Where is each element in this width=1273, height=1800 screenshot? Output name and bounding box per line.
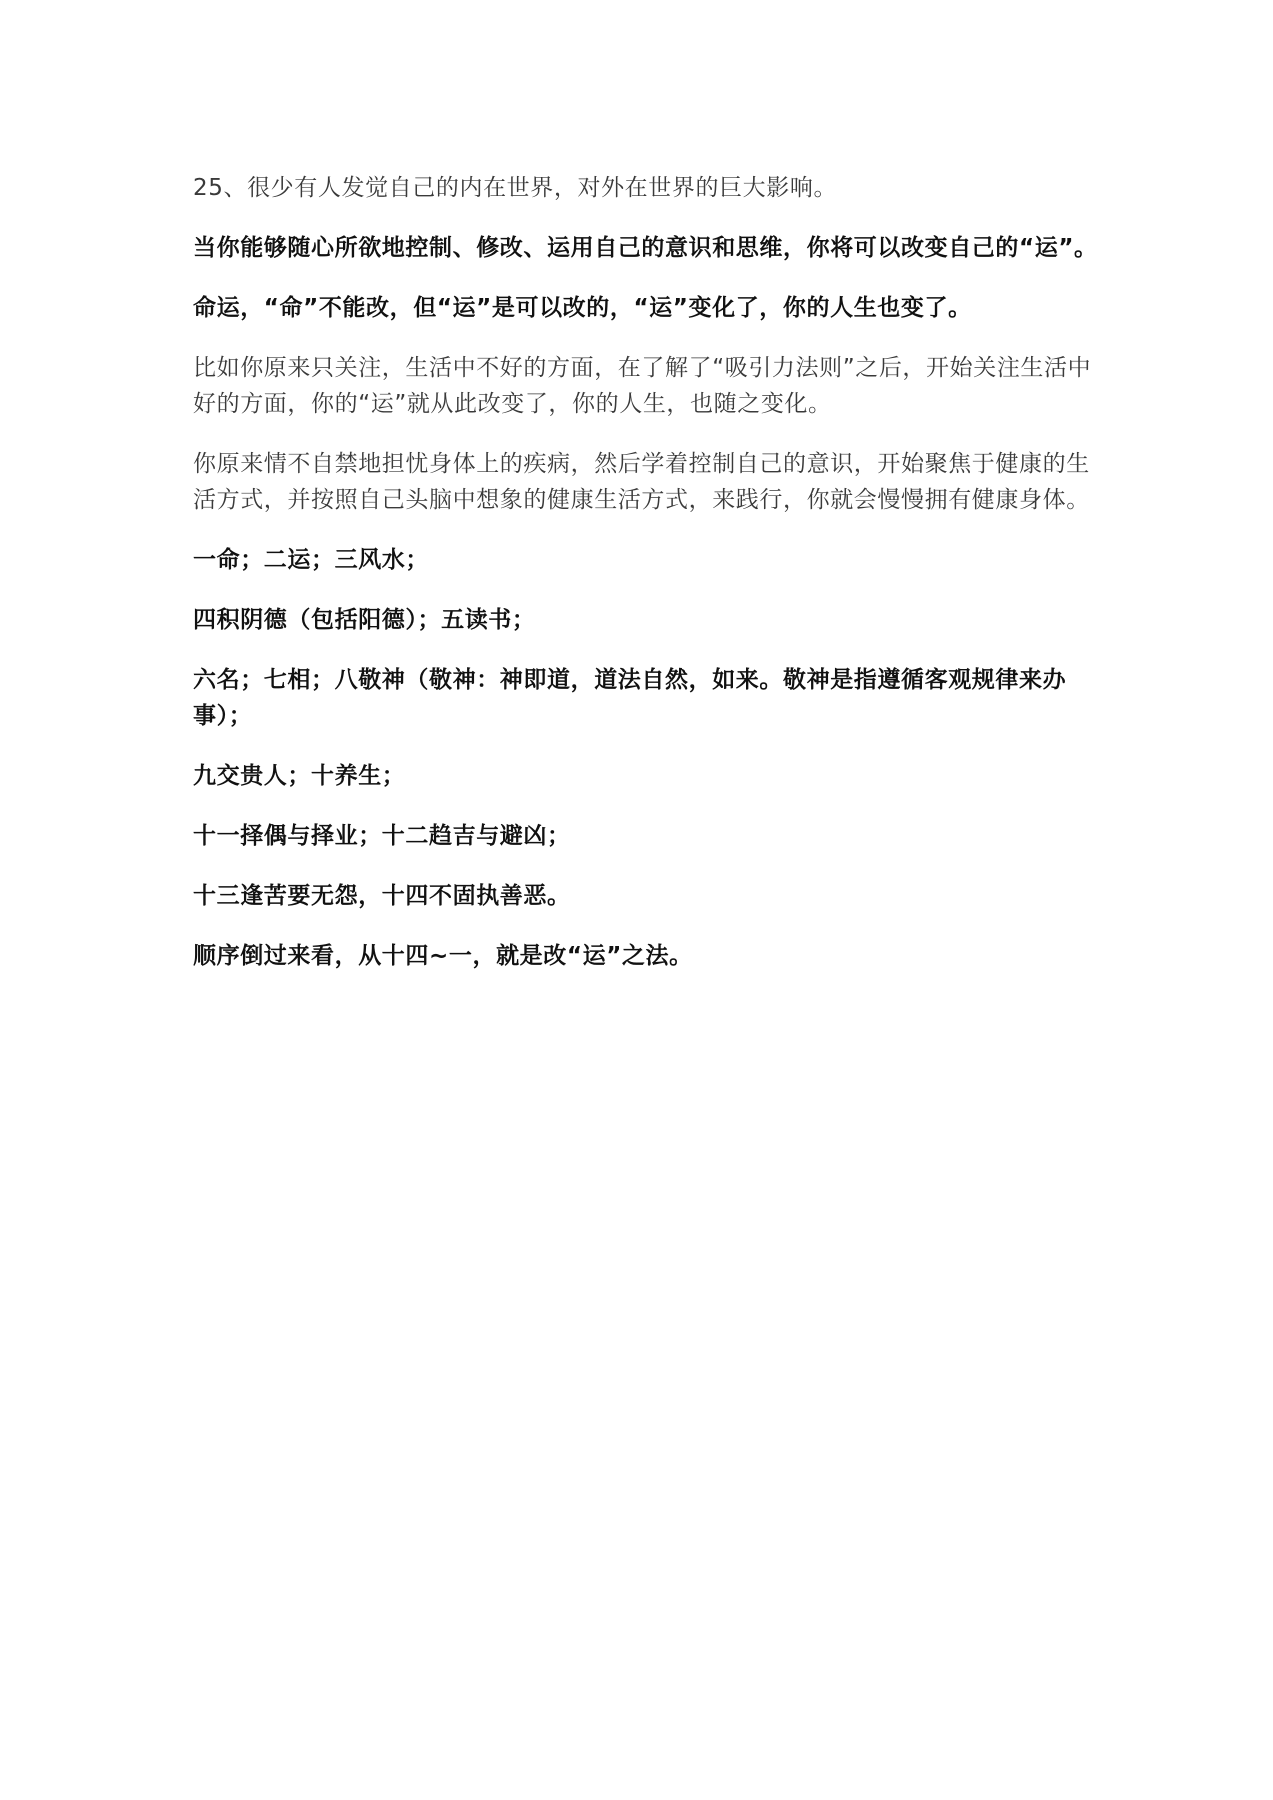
paragraph-conclusion: 顺序倒过来看，从十四~一，就是改“运”之法。 xyxy=(193,943,693,969)
list-item-11-12: 十一择偶与择业；十二趋吉与避凶； xyxy=(193,823,571,849)
paragraph-fate-luck: 命运，“命”不能改，但“运”是可以改的，“运”变化了，你的人生也变了。 xyxy=(193,295,972,321)
document-body xyxy=(193,170,1098,974)
list-item-1-3: 一命；二运；三风水； xyxy=(193,547,429,573)
paragraph-control-mind: 当你能够随心所欲地控制、修改、运用自己的意识和思维，你将可以改变自己的“运”。 xyxy=(193,235,1098,261)
paragraph-intro: 25、很少有人发觉自己的内在世界，对外在世界的巨大影响。 xyxy=(193,175,838,201)
paragraph-attraction-law: 比如你原来只关注，生活中不好的方面，在了解了“吸引力法则”之后，开始关注生活中好的方面，你的“运”就从此改变了，你的人生，也随之变化。 xyxy=(193,355,1092,417)
paragraph-health: 你原来情不自禁地担忧身体上的疾病，然后学着控制自己的意识，开始聚焦于健康的生活方式，并按照自己头脑中想象的健康生活方式，来践行，你就会慢慢拥有健康身体。 xyxy=(193,451,1090,513)
list-item-4-5: 四积阴德（包括阳德）；五读书； xyxy=(193,607,536,633)
list-item-6-8: 六名；七相；八敬神（敬神：神即道，道法自然，如来。敬神是指遵循客观规律来办事）； xyxy=(193,667,1067,729)
list-item-9-10: 九交贵人；十养生； xyxy=(193,763,406,789)
list-item-13-14: 十三逢苦要无怨，十四不固执善恶。 xyxy=(193,883,571,909)
